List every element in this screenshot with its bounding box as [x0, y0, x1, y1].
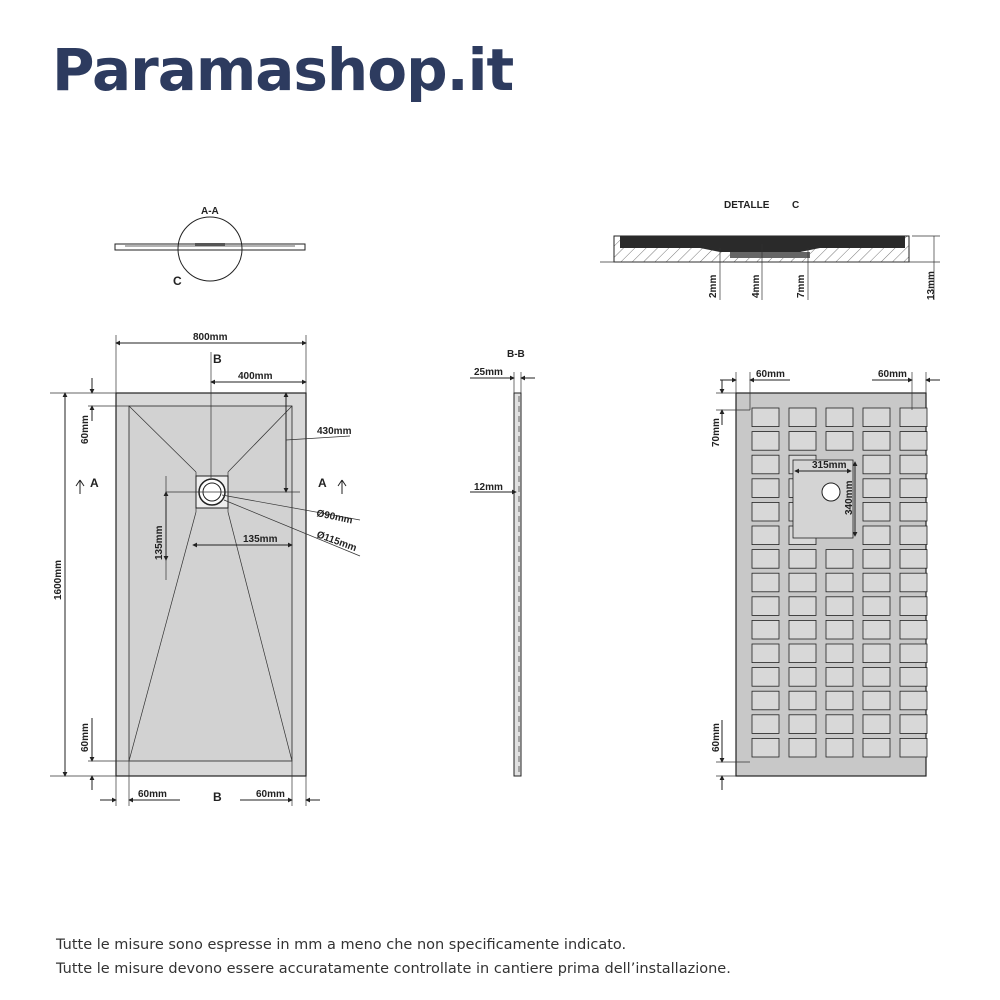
- detail-c-title: DETALLE: [724, 200, 770, 211]
- rib-cell: [789, 573, 816, 592]
- rib-cell: [900, 526, 927, 545]
- rib-cell: [789, 668, 816, 687]
- rib-cell: [863, 408, 890, 427]
- rib-cell: [863, 620, 890, 639]
- dim-drain-w: 315mm: [812, 460, 847, 471]
- rib-cell: [863, 573, 890, 592]
- rib-cell: [752, 691, 779, 710]
- dim-margin-left: 60mm: [138, 789, 167, 800]
- rib-cell: [863, 668, 890, 687]
- rib-cell: [826, 620, 853, 639]
- rib-cell: [752, 738, 779, 757]
- rib-cell: [900, 715, 927, 734]
- rib-cell: [789, 715, 816, 734]
- rib-cell: [863, 502, 890, 521]
- section-bb: [470, 349, 535, 776]
- rib-cell: [789, 691, 816, 710]
- rib-cell: [752, 620, 779, 639]
- section-a-right: A: [318, 476, 327, 490]
- dim-length: 1600mm: [53, 559, 64, 600]
- section-b-bottom: B: [213, 790, 222, 804]
- rib-cell: [826, 668, 853, 687]
- detail-dim-4: 4mm: [751, 274, 762, 298]
- rib-cell: [900, 502, 927, 521]
- dim-half-width: 400mm: [238, 371, 273, 382]
- rib-cell: [900, 573, 927, 592]
- rib-cell: [863, 715, 890, 734]
- section-bb-top: 25mm: [474, 367, 503, 378]
- dim-top-margin: 70mm: [711, 418, 722, 447]
- rib-cell: [752, 573, 779, 592]
- rib-cell: [826, 550, 853, 569]
- dim-margin-top: 60mm: [80, 415, 91, 444]
- rib-cell: [789, 408, 816, 427]
- rib-cell: [900, 432, 927, 451]
- rib-cell: [826, 408, 853, 427]
- detail-dim-13: 13mm: [926, 271, 937, 300]
- detail-dim-7: 7mm: [796, 274, 807, 298]
- rib-cell: [900, 738, 927, 757]
- rib-cell: [863, 479, 890, 498]
- rib-cell: [900, 691, 927, 710]
- detail-c: [600, 200, 940, 300]
- rib-cell: [900, 668, 927, 687]
- rib-cell: [752, 526, 779, 545]
- dim-drain-outer: Ø115mm: [314, 529, 358, 555]
- dim-left-margin: 60mm: [756, 369, 785, 380]
- section-aa-label: A-A: [201, 206, 219, 217]
- rib-cell: [752, 668, 779, 687]
- rib-cell: [900, 620, 927, 639]
- rib-cell: [863, 550, 890, 569]
- rib-cell: [752, 644, 779, 663]
- dim-drain-offset: 430mm: [317, 426, 352, 437]
- dim-margin-bottom: 60mm: [80, 723, 91, 752]
- rib-cell: [789, 644, 816, 663]
- rib-cell: [826, 644, 853, 663]
- rib-cell: [789, 620, 816, 639]
- section-aa: [115, 206, 305, 288]
- rib-cell: [900, 597, 927, 616]
- rib-cell: [863, 738, 890, 757]
- dim-drain-y: 135mm: [154, 525, 165, 560]
- rib-cell: [826, 573, 853, 592]
- detail-dim-2: 2mm: [708, 274, 719, 298]
- rib-cell: [752, 432, 779, 451]
- rib-cell: [863, 691, 890, 710]
- bottom-view: [711, 369, 940, 790]
- top-view: [50, 332, 360, 806]
- note-2: Tutte le misure devono essere accuratamente controllate in cantiere prima dell’installazione.: [56, 961, 731, 977]
- rib-cell: [789, 738, 816, 757]
- brand-logo: Paramashop.it: [52, 36, 514, 104]
- rib-cell: [789, 550, 816, 569]
- rib-cell: [752, 715, 779, 734]
- rib-cell: [826, 715, 853, 734]
- dim-bottom-margin: 60mm: [711, 723, 722, 752]
- rib-cell: [752, 550, 779, 569]
- rib-cell: [863, 644, 890, 663]
- rib-cell: [900, 644, 927, 663]
- rib-cell: [752, 502, 779, 521]
- notes: [56, 933, 731, 981]
- rib-cell: [752, 479, 779, 498]
- dim-drain-h: 340mm: [844, 480, 855, 515]
- dim-right-margin: 60mm: [878, 369, 907, 380]
- section-bb-label: B-B: [507, 349, 525, 360]
- section-bb-mid: 12mm: [474, 482, 503, 493]
- section-b-top: B: [213, 352, 222, 366]
- section-aa-detail-marker: C: [173, 274, 182, 288]
- note-1: Tutte le misure sono espresse in mm a meno che non specificamente indicato.: [56, 937, 627, 953]
- rib-cell: [863, 526, 890, 545]
- rib-cell: [826, 738, 853, 757]
- rib-cell: [752, 597, 779, 616]
- rib-cell: [900, 408, 927, 427]
- rib-cell: [789, 597, 816, 616]
- rib-cell: [826, 597, 853, 616]
- dim-drain-x: 135mm: [243, 534, 278, 545]
- dim-drain-inner: Ø90mm: [315, 508, 354, 527]
- rib-cell: [900, 455, 927, 474]
- rib-cell: [900, 550, 927, 569]
- rib-cell: [863, 432, 890, 451]
- section-a-left: A: [90, 476, 99, 490]
- rib-cell: [826, 691, 853, 710]
- rib-cell: [900, 479, 927, 498]
- rib-cell: [752, 408, 779, 427]
- dim-width: 800mm: [193, 332, 228, 343]
- detail-c-marker: C: [792, 200, 800, 211]
- rib-cell: [752, 455, 779, 474]
- rib-cell: [789, 432, 816, 451]
- rib-cell: [826, 432, 853, 451]
- dim-margin-right: 60mm: [256, 789, 285, 800]
- rib-cell: [863, 597, 890, 616]
- detail-c-circle: [178, 217, 242, 281]
- rib-cell: [863, 455, 890, 474]
